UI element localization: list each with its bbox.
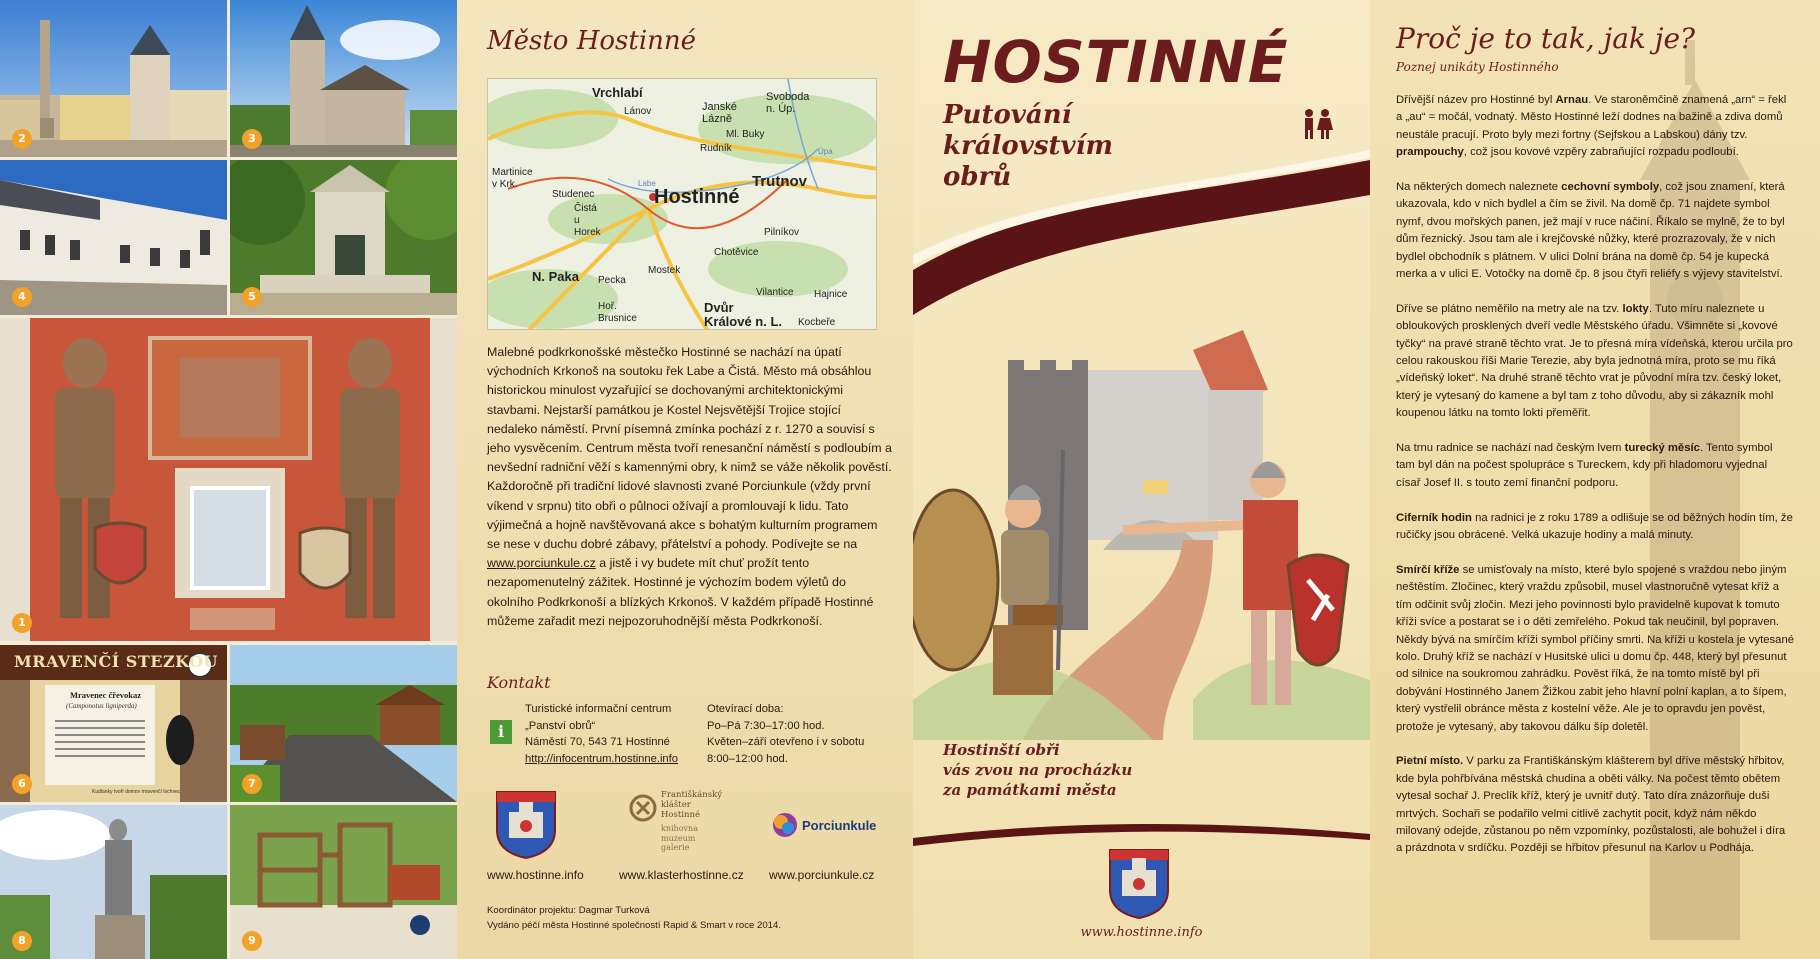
- highlight: Arnau: [1555, 94, 1589, 106]
- tic-name: Turistické informační centrum: [525, 703, 672, 715]
- text-run: V parku za Františkánským klášterem byl dříve městský hřbitov, kde byla pohřbívána městská chudina a oběti války. Na počest těmto obětem vytesal sochař J. Preclík kříž, který je uvnitř dutý. Tato díra znázorňuje duši mrtvých. Sochaři se podařilo velmi citlivě zachytit pocit, když nám někdo milovaný odejde, zůstanou po něm vzpomínky, pozůstalosti, ale bohužel i díra a prázdnota v srdíčku. Později se hřbitov přesunul na Karlov u Podhája.: [1396, 755, 1786, 855]
- giants-illustration: [913, 320, 1370, 740]
- why-paragraph: [1396, 92, 1794, 162]
- map-label: Chotěvice: [714, 247, 759, 258]
- map-label: Janské Lázně: [702, 101, 737, 125]
- cover-tagline: [943, 740, 1132, 800]
- tic-subtitle: „Panství obrů“: [525, 719, 596, 732]
- text-run: . Ve staroněmčině znamená „arn“ = řekl a „au“ = močál, vodnatý. Město Hostinné leží dodnes na bažině a zdiva domů neustále pracují. Proto byly mezi fortny (Sejfskou a Labskou) dány tzv.: [1396, 94, 1787, 141]
- wave-decoration: [913, 150, 1370, 320]
- opening-hours: [707, 701, 887, 767]
- web-link-klaster[interactable]: www.klasterhostinne.cz: [619, 868, 744, 882]
- contact-address: [525, 701, 695, 767]
- text-run: se umisťovaly na místo, které bylo spojené s vraždou nebo jiným neštěstím. Zločinec, který vraždu způsobil, musel vlastnoručně vytesat kříž a tím odčinit svůj zločin. Mezi jeho povinnosti bylo pravidelně kupovat k tomuto kříži svíce a postarat se i o děti zemřelého. Pokud tak neučinil, byl popraven. Někdy bývá na smírčím kříži symbol příčiny smrti. Na kříži u kostela je vytesané kolo. Druhý kříž se nachází v Husitské ulici u domu čp. 448, který byl přesunut od silnice na soukromou zahrádku. Pověst říká, že na tomto místě byl při dobývání Hostinného Janem Žižkou zabit jeho hlavní polní kaplan, a to šípem, který vystřelil obránce města z kostelní věže. Ale je to opravdu jen pověst, protože je vytesaný, aby takovou dálku šíp doletěl.: [1396, 563, 1795, 733]
- cover-tagline-line: za památkami města: [943, 781, 1117, 799]
- highlight: turecký měsíc: [1624, 442, 1700, 455]
- text-run: Dříve se plátno neměřilo na metry ale na tzv.: [1396, 302, 1623, 315]
- why-subtitle: Poznej unikáty Hostinného: [1396, 60, 1559, 74]
- contact-title: Kontakt: [487, 673, 551, 692]
- photo-church-image: [230, 0, 457, 157]
- web-link-hostinne[interactable]: www.hostinne.info: [487, 868, 584, 882]
- photo-playground: [230, 805, 457, 959]
- cover-panel: [913, 0, 1370, 959]
- map-label: Kocbeře: [798, 317, 836, 328]
- why-title: Proč je to tak, jak je?: [1396, 22, 1696, 55]
- photo-statue-image: [0, 805, 227, 959]
- intro-text: [487, 343, 892, 631]
- cover-subtitle-line: královstvím: [943, 131, 1114, 161]
- tic-address: Náměstí 70, 543 71 Hostinné: [525, 736, 670, 748]
- photo-chapel: [230, 160, 457, 315]
- porciunkule-logo-text: Porciunkule: [802, 818, 877, 833]
- hours-line: Květen–září otevřeno i v sobotu: [707, 736, 865, 748]
- coat-of-arms-graphic: [495, 790, 557, 860]
- map-label: Vrchlabí: [592, 85, 643, 100]
- map-label: N. Paka: [532, 269, 579, 284]
- hours-line: Po–Pá 7:30–17:00 hod.: [707, 719, 825, 732]
- map-label: Hostinné: [654, 186, 740, 208]
- photo-number-badge: 5: [242, 287, 262, 307]
- cover-title: HOSTINNÉ: [943, 28, 1289, 96]
- highlight: lokty: [1622, 302, 1649, 315]
- highlight: Pietní místo.: [1396, 755, 1464, 768]
- klaster-line: knihovna: [661, 824, 698, 833]
- intro-text-part: Malebné podkrkonošské městečko Hostinné se nachází na úpatí východních Krkonoš na soutoku řek Labe a Čistá. Město má obsáhlou historickou minulost vyzařující se dochovanými architektonickými stavbami. Nejstarší památkou je Kostel Nejsvětější Trojice stojící nedaleko náměstí. První písemná zmínka pochází z r. 1270 a souvisí s jeho vysvěcením. Centrum města tvoří renesanční náměstí s podloubím a nevšední radniční věží s kamennými obry, k nimž se váže několik pověstí. Každoročně při tradiční lidové slavnosti zvané Porciunkule (vždy první víkend v srpnu) tito obři o půlnoci ožívají a promlouvají k lidu. Tato výjimečná a hojně navštěvovaná akce s bohatým kulturním programem se nese v duchu dobré zábavy, přátelství a pohody. Podívejte se na: [487, 345, 892, 552]
- map-label: Vilantice: [756, 287, 794, 298]
- coat-of-arms-icon: [495, 790, 557, 864]
- klaster-line: muzeum: [661, 833, 696, 843]
- photo-statue: [0, 805, 227, 959]
- photo-giants: [0, 318, 457, 641]
- ant-trail-banner: MRAVENČÍ STEZKOU: [14, 652, 218, 671]
- cover-subtitle-line: obrů: [943, 162, 1012, 192]
- credit-line: Koordinátor projektu: Dagmar Turková: [487, 905, 650, 916]
- photo-playground-image: [230, 805, 457, 959]
- credit-line: Vydáno péčí města Hostinné společností Rapid & Smart v roce 2014.: [487, 920, 782, 931]
- why-paragraph: [1396, 753, 1794, 857]
- hours-title: Otevírací doba:: [707, 703, 784, 715]
- map-label: Hajnice: [814, 289, 848, 300]
- photo-church: [230, 0, 457, 157]
- text-run: Na trnu radnice se nachází nad českým lvem: [1396, 442, 1625, 455]
- map-label: Ml. Buky: [726, 129, 765, 140]
- map-label: Martinice v Krk.: [492, 167, 533, 190]
- klaster-line: klášter: [661, 800, 691, 810]
- map-label: Lánov: [624, 106, 652, 117]
- map-label: Hoř. Brusnice: [598, 301, 637, 324]
- photo-panel: [0, 0, 457, 959]
- highlight: Ciferník hodin: [1396, 511, 1472, 524]
- intro-text-part: a jistě i vy budete mít chuť prožít tento nezapomenutelný zážitek. Hostinné je výchozím bodem výletů do okolního Podkrkonoší a blízkých Krkonoš. V každém případě Hostinné můžeme zařadit mezi nejpozoruhodnější města Podkrkonoší.: [487, 556, 874, 628]
- why-paragraph: [1396, 179, 1794, 283]
- map-label: Labe: [638, 179, 656, 188]
- city-title: Město Hostinné: [487, 26, 697, 56]
- photo-giants-image: [0, 318, 457, 641]
- photo-number-badge: 4: [12, 287, 32, 307]
- why-paragraph: [1396, 301, 1794, 423]
- cover-url[interactable]: www.hostinne.info: [1080, 925, 1203, 940]
- map-label: Rudník: [700, 143, 732, 154]
- map-label: Dvůr Králové n. L.: [704, 300, 783, 329]
- photo-number-badge: 1: [12, 613, 32, 633]
- map-label: Pecka: [598, 275, 626, 286]
- map-label: Úpa: [818, 147, 833, 156]
- map-label: Studenec: [552, 189, 595, 200]
- text-run: . Tento symbol tam byl dán na počest spolupráce s Tureckem, kdy při hladomoru vyjednal císař Josef II. s touto zemí finanční podporu.: [1396, 442, 1773, 489]
- map-label: Čistá u Horek: [574, 203, 601, 238]
- photo-square-column: [0, 0, 227, 157]
- hours-line: 8:00–12:00 hod.: [707, 752, 788, 765]
- text-run: Dřívější název pro Hostinné byl: [1396, 94, 1556, 106]
- photo-number-badge: 6: [12, 774, 32, 794]
- cover-tagline-line: vás zvou na procházku: [943, 761, 1133, 779]
- photo-path-image: [230, 645, 457, 802]
- why-paragraph: [1396, 440, 1794, 492]
- photo-square-column-image: [0, 0, 227, 157]
- family-icon: [1300, 108, 1334, 140]
- photo-chapel-image: [230, 160, 457, 315]
- photo-number-badge: 9: [242, 931, 262, 951]
- highlight: prampouchy: [1396, 146, 1464, 159]
- photo-courtyard: [0, 160, 227, 315]
- tic-link[interactable]: http://infocentrum.hostinne.info: [525, 752, 678, 765]
- photo-path: [230, 645, 457, 802]
- info-panel: [457, 0, 913, 959]
- text-run: , což jsou kovové vzpěry zabraňující rozpadu podloubí.: [1463, 146, 1739, 159]
- ant-sign-title: Mravenec čřevokaz: [70, 690, 142, 700]
- klaster-line: Hostinné: [661, 810, 701, 820]
- porciunkule-emblem-icon: [770, 810, 800, 840]
- ant-sign-caption: Kudlanky tvoří domov mravenčí lochvec: [92, 789, 181, 795]
- why-body: [1396, 92, 1794, 875]
- region-map: [487, 78, 877, 330]
- highlight: cechovní symboly: [1561, 181, 1660, 194]
- photo-number-badge: 2: [12, 129, 32, 149]
- why-paragraph: [1396, 562, 1794, 736]
- coat-of-arms-icon: [1108, 848, 1170, 920]
- map-label: Trutnov: [752, 173, 807, 190]
- photo-ant-trail: [0, 645, 227, 802]
- cover-subtitle-line: Putování: [943, 100, 1072, 130]
- map-label: Mostek: [648, 265, 681, 276]
- text-run: Na některých domech naleznete: [1396, 181, 1562, 194]
- klaster-emblem-icon: [629, 792, 657, 824]
- partner-logos: [487, 790, 897, 870]
- map-label: Pilníkov: [764, 227, 800, 238]
- highlight: Smírčí kříže: [1396, 563, 1460, 576]
- web-link-porciunkule[interactable]: www.porciunkule.cz: [769, 868, 875, 882]
- credits: [487, 903, 781, 933]
- why-paragraph: [1396, 510, 1794, 545]
- photo-number-badge: 3: [242, 129, 262, 149]
- photo-courtyard-image: [0, 160, 227, 315]
- porciunkule-link[interactable]: www.porciunkule.cz: [487, 556, 596, 571]
- klaster-line: galerie: [661, 843, 690, 852]
- photo-number-badge: 7: [242, 774, 262, 794]
- why-panel: [1370, 0, 1820, 959]
- ant-sign-latin: (Camponotus ligniperda): [66, 702, 137, 710]
- text-run: na radnici je z roku 1789 a odlišuje se od běžných hodin tím, že ručičky jsou obrácené. Velká ukazuje hodiny a malá minuty.: [1396, 511, 1793, 542]
- text-run: . Tuto míru naleznete u obloukových prosklených dveří vedle Městského úřadu. Všimněte si „kovové tyčky“ na pravé straně těchto vrat. Je to přesná míra vídeňská, kterou určila pro celou rakouskou říši Marie Terezie, aby byla jednotná míra, proto se mu říká „vídeňský loket“. Na druhé straně těchto vrat je původní míra tzv. český loket, který je vytesaný do kamene a byl tam z toho důvodu, aby si zákazník mohl koupenou látku na tomto lokti přeměřit.: [1396, 302, 1793, 420]
- photo-number-badge: 8: [12, 931, 32, 951]
- text-run: , což jsou znamení, která ukazovala, kdo v nich bydlel a čím se živil. Na domě čp. 71 najdete symbol nymf, dvou mořských panen, jež mají v ruce náčiní. Říkalo se mylně, že to byl dům řeznický. Jsou tam ale i krejčovské nůžky, které prozrazovaly, že v nich bydlel obchodník s plátnem. V ulici Dolní brána na domě čp. 54 je kupecká merka a v ulici E. Votočky na domě čp. 8 jsou čtyři reliéfy s výjevy stavitelství.: [1396, 181, 1785, 281]
- map-label: Svoboda n. Úp.: [766, 91, 810, 115]
- klaster-line: Františkánský: [661, 790, 723, 800]
- cover-tagline-line: Hostinští obři: [943, 741, 1060, 759]
- bottom-wave-decoration: [913, 820, 1370, 850]
- info-icon: i: [490, 720, 512, 744]
